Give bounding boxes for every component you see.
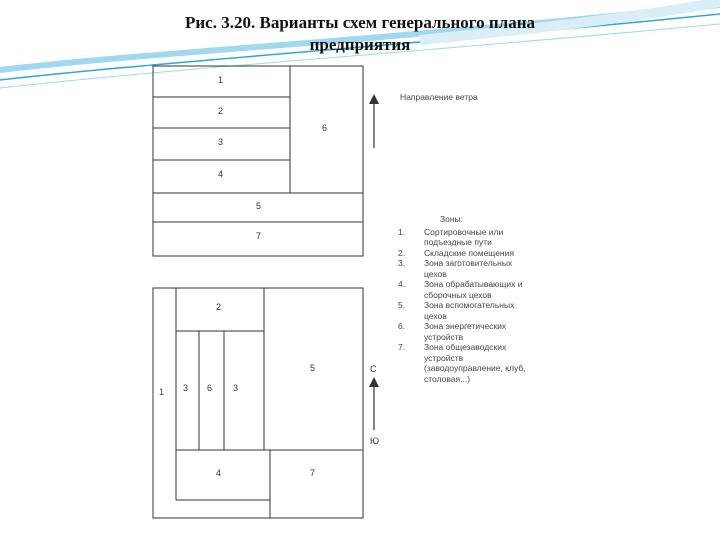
d2-zone-1-label: 1 [159,387,165,397]
d2-zone-2-label: 2 [216,302,222,312]
legend-item-num: 7. [398,342,406,352]
legend-item-text: Складские помещения [424,247,514,258]
legend-item [398,279,534,300]
legend-item-num: 6. [398,321,406,331]
legend-item [398,258,534,279]
d1-zone-1-label: 1 [218,75,224,85]
title-line-2: предприятия [309,35,411,54]
legend-item [398,227,534,248]
d1-zone-3-label: 3 [218,137,224,147]
legend-item-num: 4. [398,279,406,289]
legend-item [398,342,534,384]
title-line-1: Рис. 3.20. Варианты схем генерального плана [185,13,535,32]
wind-arrow [369,94,379,148]
d2-zone-3b-label: 3 [233,383,239,393]
d1-zone-4-label: 4 [218,169,224,179]
zones-legend [398,214,534,384]
legend-item-text: Зона энергетических устройств [424,321,507,342]
legend-item-text: Зона вспомогательных цехов [424,300,515,321]
diagram-2 [153,288,363,518]
legend-item-num: 2. [398,247,406,258]
d2-zone-7-label: 7 [310,468,316,478]
legend-item-num: 1. [398,226,406,237]
legend-item [398,300,534,321]
legend-item-text: Зона заготовительных цехов [424,258,513,279]
legend-item [398,248,534,259]
diagram-1 [153,66,363,256]
d1-zone-6-label: 6 [322,123,328,133]
d2-zone-3a-label: 3 [183,383,189,393]
d1-zone-5-label: 5 [256,201,262,211]
legend-item-text: Зона общезаводских устройств (заводоуправление, клуб, столовая...) [424,342,526,384]
compass-south: Ю [370,436,380,446]
d1-zone-7-label: 7 [256,231,262,241]
legend-item-num: 5. [398,300,406,310]
diagram-1-frame [153,66,363,256]
d2-zone-4-label: 4 [216,468,222,478]
d2-zone-6-label: 6 [207,383,213,393]
legend-item-text: Сортировочные или подъездные пути [424,226,504,247]
legend-item [398,321,534,342]
d2-zone-5-label: 5 [310,363,316,373]
d1-zone-2-label: 2 [218,106,224,116]
compass-north: С [370,364,377,374]
legend-heading: Зоны: [440,214,464,224]
compass-arrow [369,377,379,430]
legend-item-num: 3. [398,258,406,268]
diagram-2-frame [153,288,363,518]
wind-direction-label: Направление ветра [400,92,478,102]
legend-item-text: Зона обрабатывающих и сборочных цехов [424,279,523,300]
